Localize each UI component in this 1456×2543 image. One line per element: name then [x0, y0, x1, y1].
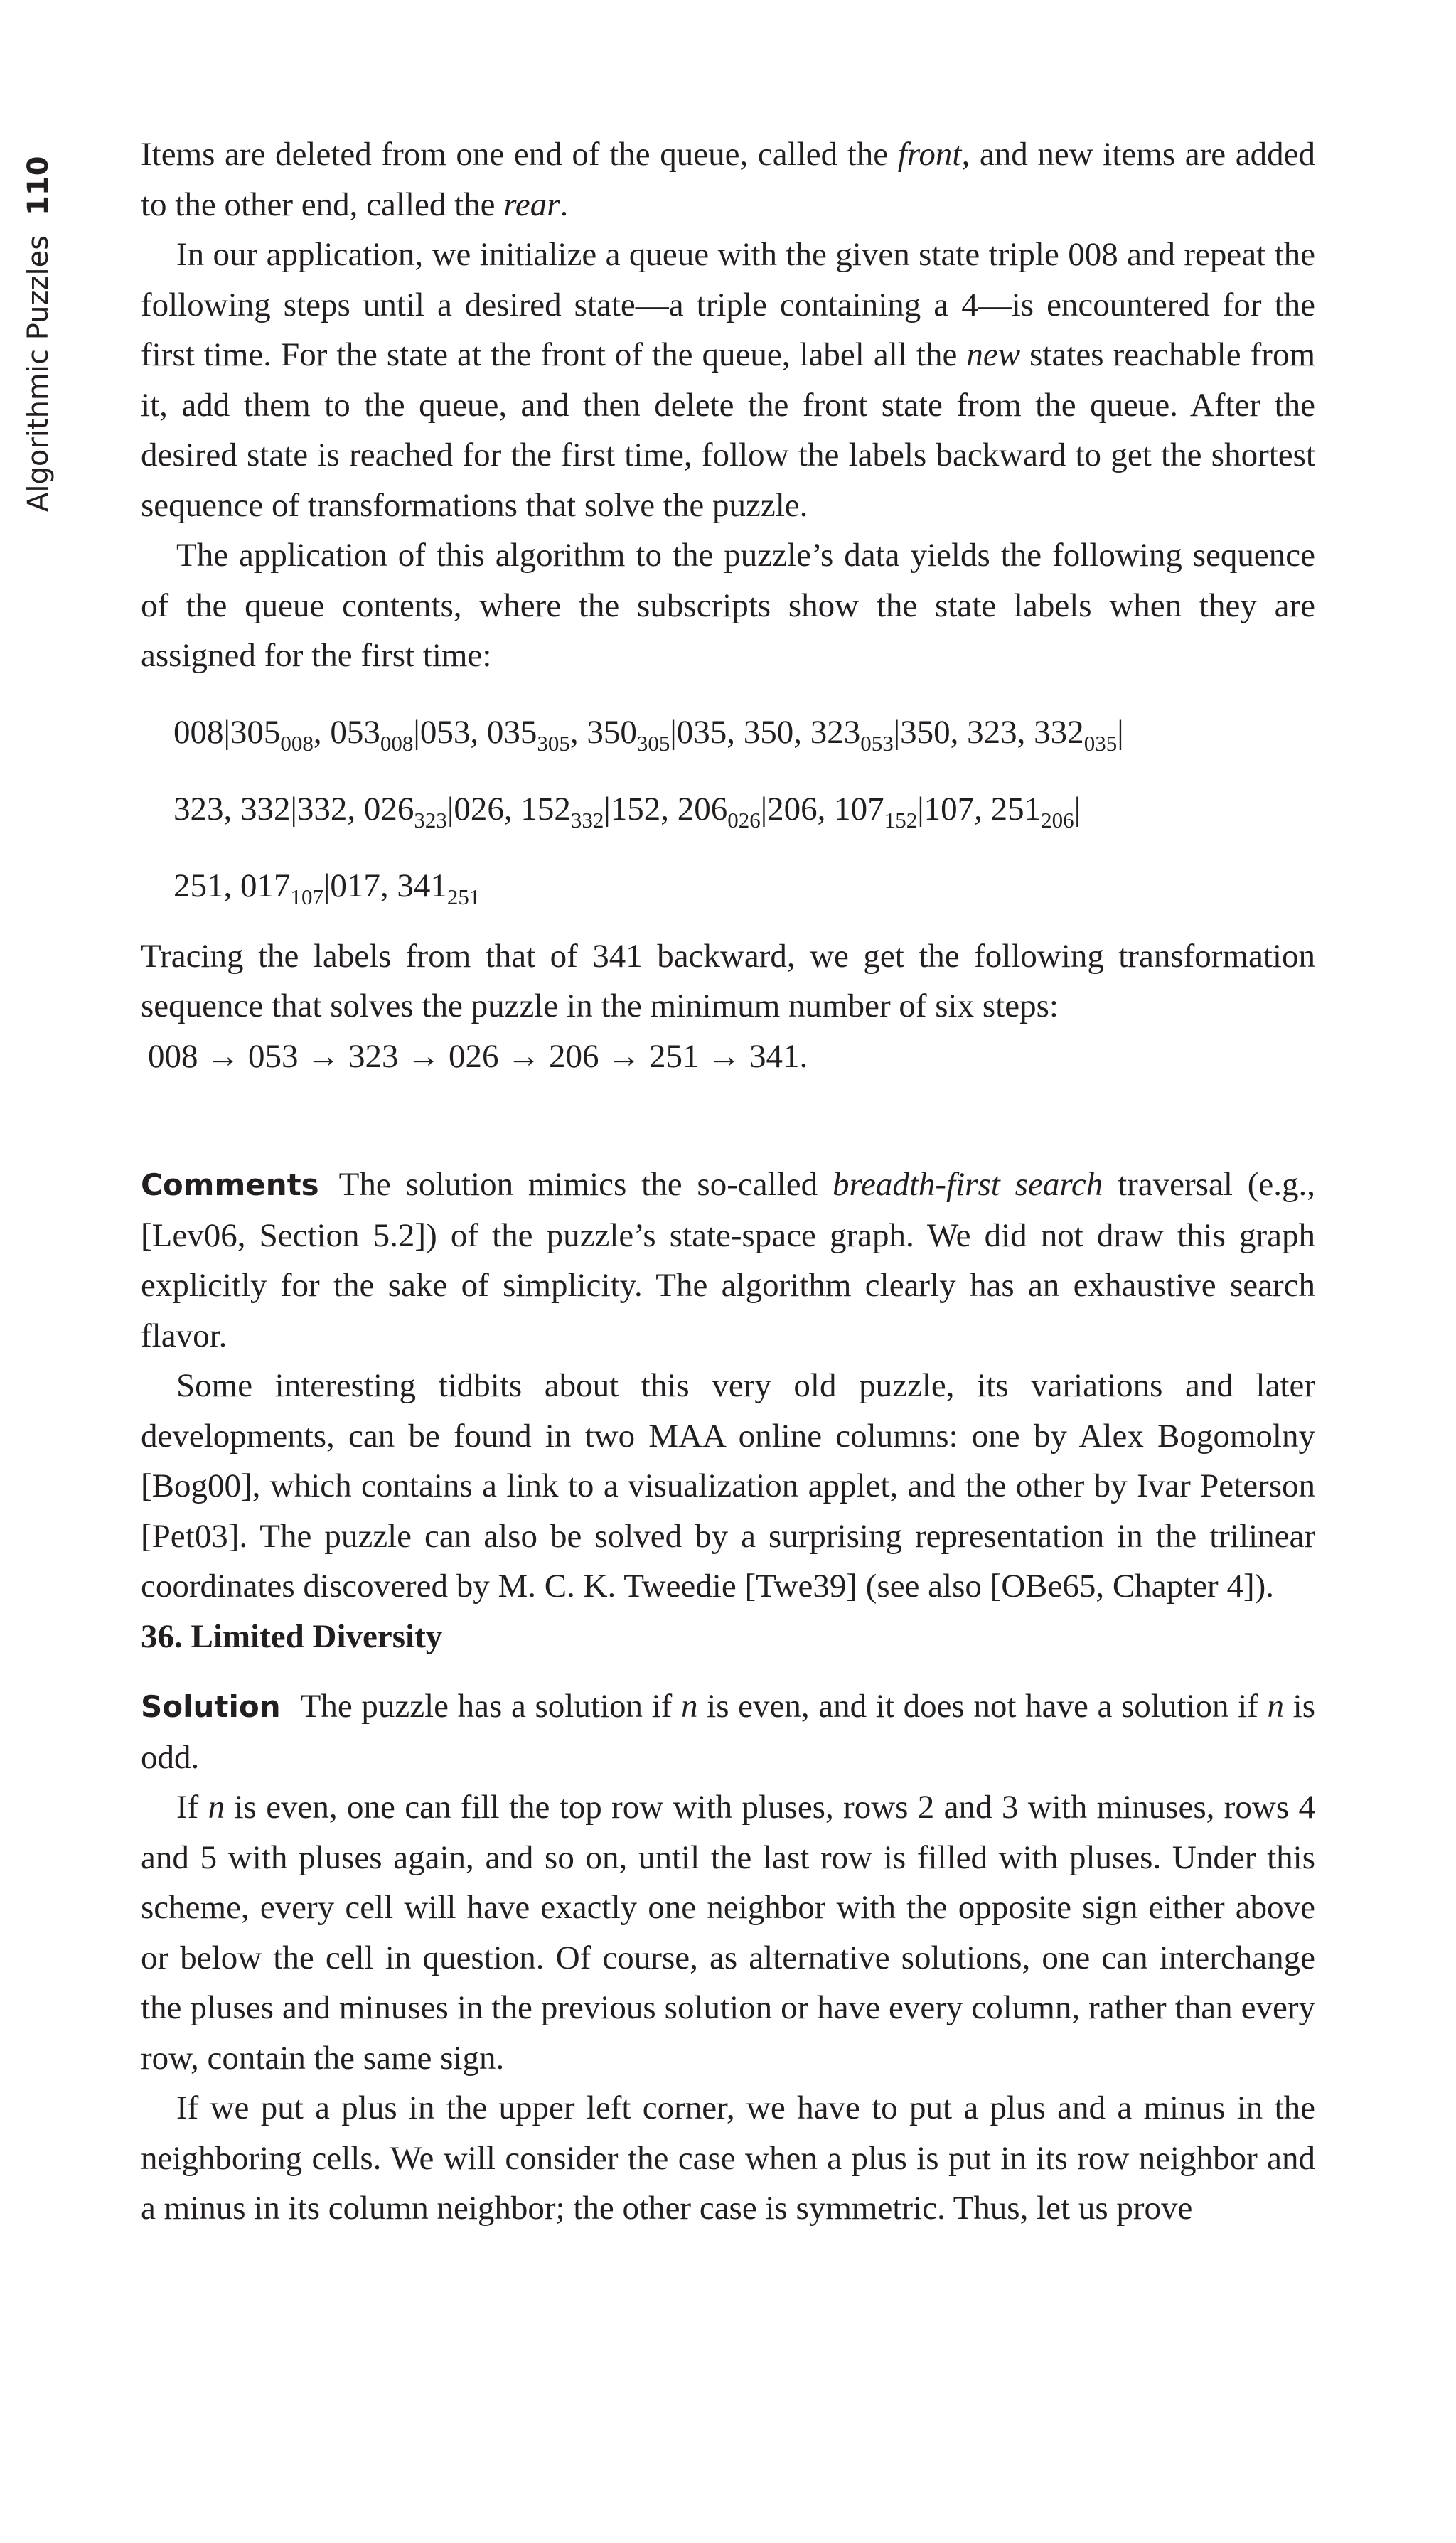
- section-heading: 36. Limited Diversity: [141, 1617, 443, 1655]
- body-text: [141, 129, 1315, 2234]
- text-run: In our application, we initialize a queue with the given state triple 008 and repeat the following steps until a desired state—a triple containing a 4—is encountered for the first time. For the state at the front of the queue, label all the: [141, 236, 1315, 373]
- text-run: is odd.: [141, 1688, 1315, 1776]
- paragraph-odd-case: If we put a plus in the upper left corner, we have to put a plus and a minus in the neighboring cells. We will consider the case when a plus is put in its row neighbor and a minus in its column neighbor; the other case is symmetric. Thus, let us prove: [141, 2089, 1315, 2227]
- queue-line-3: [173, 847, 1315, 924]
- state-label-subscript: 206: [1041, 807, 1074, 833]
- queue-text: |: [1074, 790, 1081, 828]
- state-label-subscript: 035: [1083, 730, 1118, 756]
- queue-text: |350, 323, 332: [893, 713, 1084, 751]
- term-front: front,: [897, 136, 970, 173]
- variable-n: n: [208, 1789, 225, 1826]
- text-run: .: [560, 186, 569, 223]
- text-run: is even, and it does not have a solution if: [697, 1688, 1268, 1725]
- text-run: Items are deleted from one end of the queue, called the: [141, 136, 898, 173]
- comments-label: Comments: [141, 1167, 319, 1202]
- queue-text: |026, 152: [446, 790, 571, 828]
- queue-text: , 350: [569, 713, 637, 751]
- queue-text: |206, 107: [760, 790, 884, 828]
- queue-contents: [173, 694, 1315, 924]
- term-new: new: [966, 336, 1021, 373]
- paragraph-tracing: Tracing the labels from that of 341 backward, we get the following transformation sequence that solves the puzzle in the minimum number of six steps:: [141, 937, 1315, 1024]
- queue-text: |035, 350, 323: [670, 713, 861, 751]
- text-run: The puzzle has a solution if: [300, 1688, 681, 1725]
- transformation-sequence: 008 → 053 → 323 → 026 → 206 → 251 → 341.: [148, 1037, 808, 1075]
- state-label-subscript: 305: [537, 730, 570, 756]
- paragraph-tidbits: Some interesting tidbits about this very old puzzle, its variations and later developments, can be found in two MAA online columns: one by Alex Bogomolny [Bog00], which contains a link to a visualization applet, and the other by Ivar Peterson [Pet03]. The puzzle can also be solved by a surprising representation in the trilinear coordinates discovered by M. C. K. Tweedie [Twe39] (see also [OBe65, Chapter 4]).: [141, 1367, 1315, 1605]
- variable-n: n: [1267, 1688, 1284, 1725]
- queue-line-1: [173, 694, 1315, 771]
- paragraph-even-case: [141, 1782, 1315, 2083]
- text-run: states reachable from it, add them to the queue, and then delete the front state from the queue. After the desired state is reached for the first time, follow the labels backward to get the shortest sequence of transformations that solve the puzzle.: [141, 336, 1316, 524]
- solution-label: Solution: [141, 1689, 281, 1724]
- state-label-subscript: 323: [414, 807, 447, 833]
- queue-text: 323, 332|332, 026: [173, 790, 414, 828]
- queue-text: 251, 017: [173, 867, 291, 904]
- running-head: [17, 14, 60, 512]
- queue-text: , 053: [313, 713, 380, 751]
- text-run: and new items are added to the other end, called the: [141, 136, 1315, 223]
- paragraph-algorithm: [141, 230, 1315, 530]
- paragraph-queue-definition: [141, 129, 1315, 230]
- paragraph-solution: [141, 1681, 1315, 1782]
- text-run: If: [176, 1789, 208, 1826]
- queue-text: |107, 251: [917, 790, 1042, 828]
- paragraph-application: The application of this algorithm to the puzzle’s data yields the following sequence of the queue contents, where the subscripts show the state labels when they are assigned for the first time:: [141, 537, 1315, 674]
- queue-line-2: [173, 771, 1315, 847]
- queue-text: |053, 035: [413, 713, 537, 751]
- state-label-subscript: 107: [290, 884, 323, 909]
- queue-text: |017, 341: [323, 867, 447, 904]
- text-run: traversal (e.g., [Lev06, Section 5.2]) of the puzzle’s state-space graph. We did not draw this graph explicitly for the sake of simplicity. The algorithm clearly has an exhaustive search flavor.: [141, 1166, 1315, 1354]
- state-label-subscript: 305: [636, 730, 670, 756]
- state-label-subscript: 152: [884, 807, 918, 833]
- state-label-subscript: 008: [280, 730, 314, 756]
- page-number: 110: [22, 156, 55, 215]
- state-label-subscript: 251: [446, 884, 481, 909]
- queue-text: 008|305: [173, 713, 281, 751]
- state-label-subscript: 026: [727, 807, 761, 833]
- state-label-subscript: 008: [380, 730, 414, 756]
- state-label-subscript: 053: [860, 730, 894, 756]
- state-label-subscript: 332: [570, 807, 604, 833]
- queue-text: |: [1117, 713, 1124, 751]
- term-rear: rear: [503, 186, 560, 223]
- paragraph-comments: [141, 1160, 1315, 1361]
- queue-text: |152, 206: [604, 790, 728, 828]
- text-run: is even, one can fill the top row with pluses, rows 2 and 3 with minuses, rows 4 and 5 with pluses again, and so on, until the last row is filled with pluses. Under this scheme, every cell will have exactly one neighbor with the opposite sign either above or below the cell in question. Of course, as alternative solutions, one can interchange the pluses and minuses in the previous solution or have every column, rather than every row, contain the same sign.: [141, 1789, 1315, 2077]
- running-head-title: Algorithmic Puzzles: [22, 235, 55, 512]
- text-run: The solution mimics the so-called: [338, 1166, 833, 1203]
- variable-n: n: [680, 1688, 698, 1725]
- term-bfs: breadth-first search: [832, 1166, 1103, 1203]
